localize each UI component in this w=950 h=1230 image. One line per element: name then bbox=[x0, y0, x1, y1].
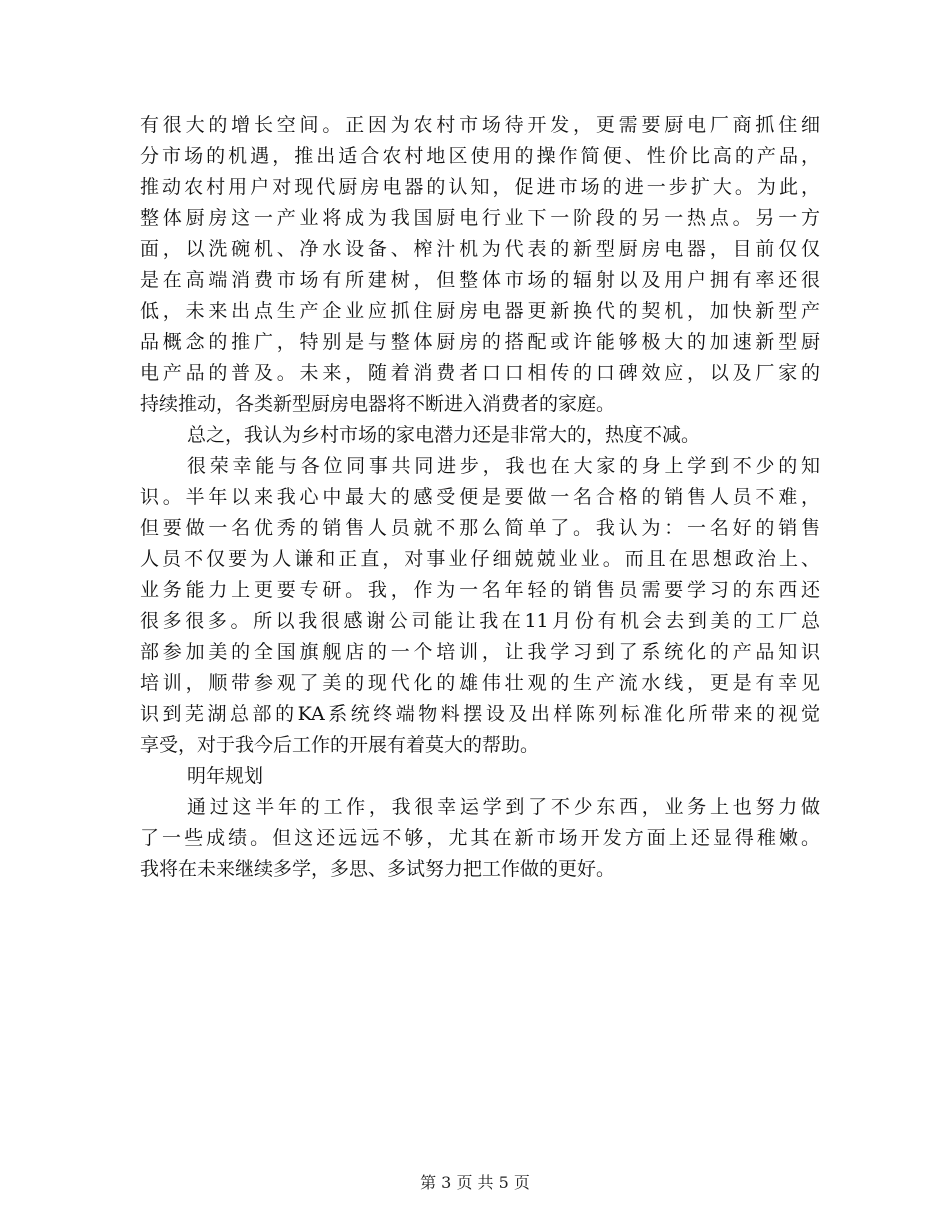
text-line: 总之，我认为乡村市场的家电潜力还是非常大的，热度不减。 bbox=[187, 424, 701, 446]
text-line: 很多很多。所以我很感谢公司能让我在11月份有机会去到美的工厂总 bbox=[140, 610, 820, 632]
text-line: 识到芜湖总部的KA系统终端物料摆设及出样陈列标准化所带来的视觉 bbox=[140, 703, 820, 725]
text-line: 我将在未来继续多学，多思、多试努力把工作做的更好。 bbox=[140, 858, 616, 880]
text-line: 整体厨房这一产业将成为我国厨电行业下一阶段的另一热点。另一方 bbox=[140, 207, 820, 229]
text-line: 人员不仅要为人谦和正直，对事业仔细兢兢业业。而且在思想政治上、 bbox=[140, 548, 820, 570]
text-line: 品概念的推广，特别是与整体厨房的搭配或许能够极大的加速新型厨 bbox=[140, 331, 820, 353]
text-line: 通过这半年的工作，我很幸运学到了不少东西，业务上也努力做 bbox=[187, 796, 820, 818]
text-line: 分市场的机遇，推出适合农村地区使用的操作简便、性价比高的产品， bbox=[140, 145, 820, 167]
text-line: 持续推动，各类新型厨房电器将不断进入消费者的家庭。 bbox=[140, 393, 616, 415]
text-line: 明年规划 bbox=[187, 765, 264, 787]
text-line: 部参加美的全国旗舰店的一个培训，让我学习到了系统化的产品知识 bbox=[140, 641, 820, 663]
text-line: 业务能力上更要专研。我，作为一名年轻的销售员需要学习的东西还 bbox=[140, 579, 820, 601]
text-line: 低，未来出点生产企业应抓住厨房电器更新换代的契机，加快新型产 bbox=[140, 300, 820, 322]
text-line: 面，以洗碗机、净水设备、榨汁机为代表的新型厨房电器，目前仅仅 bbox=[140, 238, 820, 260]
text-line: 但要做一名优秀的销售人员就不那么简单了。我认为：一名好的销售 bbox=[140, 517, 820, 539]
page-footer: 第 3 页 共 5 页 bbox=[420, 1173, 530, 1192]
text-line: 识。半年以来我心中最大的感受便是要做一名合格的销售人员不难， bbox=[140, 486, 820, 508]
text-line: 推动农村用户对现代厨房电器的认知，促进市场的进一步扩大。为此， bbox=[140, 176, 820, 198]
document-body bbox=[140, 110, 820, 885]
text-line: 电产品的普及。未来，随着消费者口口相传的口碑效应，以及厂家的 bbox=[140, 362, 820, 384]
text-line: 了一些成绩。但这还远远不够，尤其在新市场开发方面上还显得稚嫩。 bbox=[140, 827, 820, 849]
text-line: 有很大的增长空间。正因为农村市场待开发，更需要厨电厂商抓住细 bbox=[140, 114, 820, 136]
text-line: 很荣幸能与各位同事共同进步，我也在大家的身上学到不少的知 bbox=[187, 455, 820, 477]
text-line: 是在高端消费市场有所建树，但整体市场的辐射以及用户拥有率还很 bbox=[140, 269, 820, 291]
text-line: 享受，对于我今后工作的开展有着莫大的帮助。 bbox=[140, 734, 540, 756]
text-line: 培训，顺带参观了美的现代化的雄伟壮观的生产流水线，更是有幸见 bbox=[140, 672, 820, 694]
